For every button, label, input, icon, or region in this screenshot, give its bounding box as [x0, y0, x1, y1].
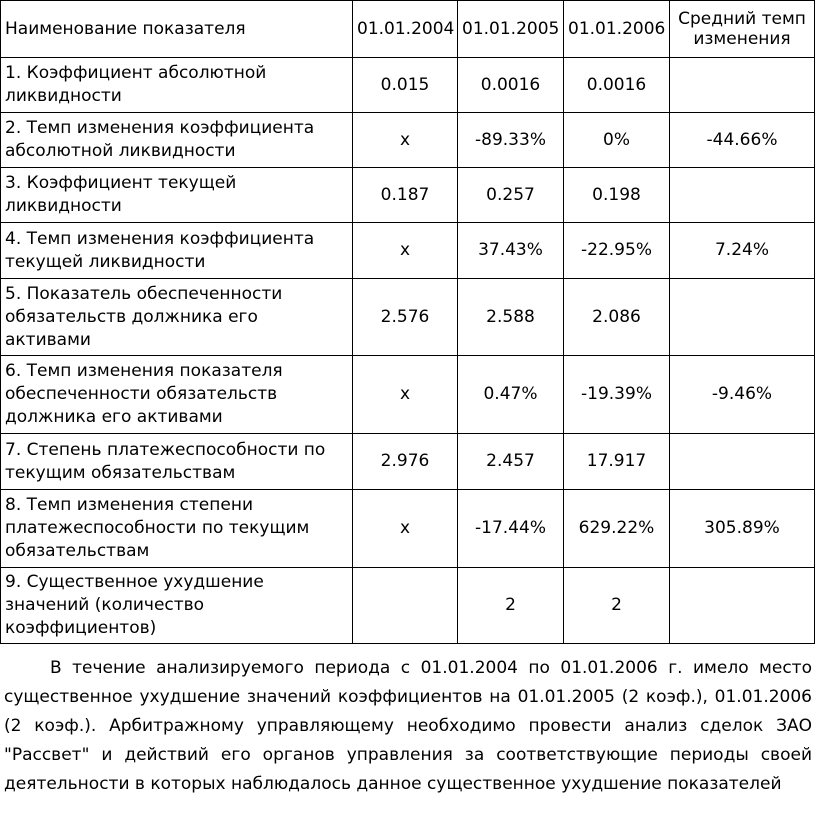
table-row: [1, 279, 815, 356]
row-name: 1. Коэффициент абсолютной ликвидности: [1, 58, 353, 113]
cell-2006: 629.22%: [564, 490, 670, 568]
row-name: 4. Темп изменения коэффициента текущей ликвидности: [1, 223, 353, 279]
row-name: 2. Темп изменения коэффициента абсолютной ликвидности: [1, 113, 353, 168]
cell-2006: 2: [564, 568, 670, 644]
cell-2006: 0.0016: [564, 58, 670, 113]
row-name: 8. Темп изменения степени платежеспособности по текущим обязательствам: [1, 490, 353, 568]
header-average-rate: Средний темп изменения: [670, 1, 815, 58]
cell-2004: 0.015: [353, 58, 458, 113]
cell-2006: 17.917: [564, 434, 670, 490]
cell-2004: x: [353, 223, 458, 279]
row-name: 7. Степень платежеспособности по текущим обязательствам: [1, 434, 353, 490]
cell-average: [670, 279, 815, 356]
cell-2005: 2: [458, 568, 564, 644]
row-name: 5. Показатель обеспеченности обязательств должника его активами: [1, 279, 353, 356]
cell-2005: 37.43%: [458, 223, 564, 279]
header-indicator-name: Наименование показателя: [1, 1, 353, 58]
cell-2005: 0.257: [458, 168, 564, 223]
table-row: [1, 356, 815, 434]
table-row: [1, 168, 815, 223]
cell-2005: -17.44%: [458, 490, 564, 568]
conclusion-paragraph: В течение анализируемого периода с 01.01.2004 по 01.01.2006 г. имело место существенное ухудшение значений коэффициентов на 01.01.2005 (2 коэф.), 01.01.2006 (2 коэф.). Арбитражному управляющему необходимо провести анализ сделок ЗАО "Рассвет" и действий его органов управления за соответствующие периоды своей деятельности в которых наблюдалось данное существенное ухудшение показателей: [4, 658, 812, 794]
table-row: [1, 113, 815, 168]
cell-2006: 0.198: [564, 168, 670, 223]
table-row: [1, 434, 815, 490]
table-row: [1, 568, 815, 644]
header-2005: 01.01.2005: [458, 1, 564, 58]
cell-average: [670, 568, 815, 644]
cell-2004: 2.576: [353, 279, 458, 356]
cell-2005: 0.0016: [458, 58, 564, 113]
cell-2004: [353, 568, 458, 644]
cell-2004: 2.976: [353, 434, 458, 490]
cell-2006: -19.39%: [564, 356, 670, 434]
cell-average: 305.89%: [670, 490, 815, 568]
cell-average: -44.66%: [670, 113, 815, 168]
header-2004: 01.01.2004: [353, 1, 458, 58]
cell-2004: x: [353, 490, 458, 568]
table-row: [1, 490, 815, 568]
cell-2004: x: [353, 356, 458, 434]
cell-2004: x: [353, 113, 458, 168]
cell-2006: 2.086: [564, 279, 670, 356]
cell-average: [670, 434, 815, 490]
row-name: 9. Существенное ухудшение значений (количество коэффициентов): [1, 568, 353, 644]
cell-average: [670, 168, 815, 223]
cell-average: 7.24%: [670, 223, 815, 279]
cell-2005: 2.588: [458, 279, 564, 356]
cell-2004: 0.187: [353, 168, 458, 223]
cell-2005: 2.457: [458, 434, 564, 490]
cell-average: [670, 58, 815, 113]
cell-2006: 0%: [564, 113, 670, 168]
cell-2005: 0.47%: [458, 356, 564, 434]
row-name: 3. Коэффициент текущей ликвидности: [1, 168, 353, 223]
table-row: [1, 58, 815, 113]
header-2006: 01.01.2006: [564, 1, 670, 58]
table-header-row: [1, 1, 815, 58]
table-row: [1, 223, 815, 279]
row-name: 6. Темп изменения показателя обеспеченности обязательств должника его активами: [1, 356, 353, 434]
cell-average: -9.46%: [670, 356, 815, 434]
cell-2005: -89.33%: [458, 113, 564, 168]
cell-2006: -22.95%: [564, 223, 670, 279]
